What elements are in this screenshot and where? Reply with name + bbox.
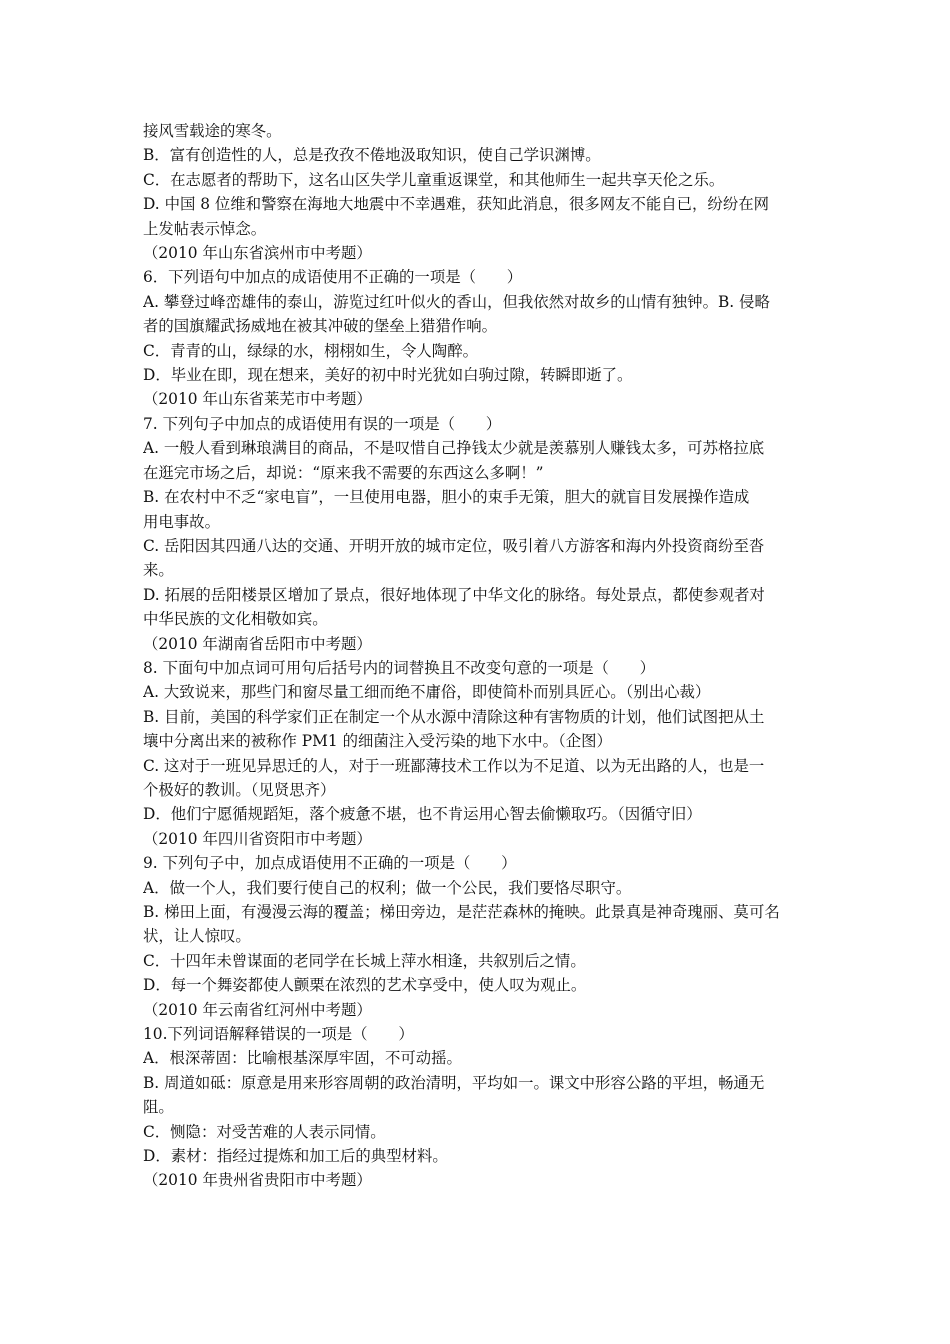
option-a-line: A. 攀登过峰峦雄伟的泰山，游览过红叶似火的香山，但我依然对故乡的山情有独钟。B. 侵略 xyxy=(143,292,770,311)
text-line: 用电事故。 xyxy=(143,512,220,531)
text-line: 来。 xyxy=(143,561,174,580)
text-line: 者的国旗耀武扬威地在被其冲破的堡垒上猎猎作响。 xyxy=(143,317,497,336)
option-c-line: C. 这对于一班见异思迁的人，对于一班鄙薄技术工作以为不足道、以为无出路的人，也是一 xyxy=(143,756,765,775)
option-c-line: C．十四年未曾谋面的老同学在长城上萍水相逢，共叙别后之情。 xyxy=(143,951,586,970)
source-note: （2010 年云南省红河州中考题） xyxy=(143,1000,372,1019)
option-b-line: B. 在农村中不乏“家电盲”，一旦使用电器，胆小的束手无策，胆大的就盲目发展操作造成 xyxy=(143,488,750,507)
question-8: 8. 下面句中加点词可用句后括号内的词替换且不改变句意的一项是（ ） xyxy=(143,658,656,677)
source-note: （2010 年湖南省岳阳市中考题） xyxy=(143,634,372,653)
option-c-line: C．恻隐：对受苦难的人表示同情。 xyxy=(143,1122,386,1141)
text-line: 上发帖表示悼念。 xyxy=(143,219,267,238)
text-line: 状，让人惊叹。 xyxy=(143,927,251,946)
text-line: 阻。 xyxy=(143,1098,174,1117)
source-note: （2010 年贵州省贵阳市中考题） xyxy=(143,1171,372,1190)
option-b-line: B. 梯田上面，有漫漫云海的覆盖；梯田旁边，是茫茫森林的掩映。此景真是神奇瑰丽、莫可名 xyxy=(143,903,780,921)
option-d-line: D．每一个舞姿都使人颤栗在浓烈的艺术享受中，使人叹为观止。 xyxy=(143,976,587,995)
source-note: （2010 年山东省莱芜市中考题） xyxy=(143,390,372,409)
option-d-line: D．素材：指经过提炼和加工后的典型材料。 xyxy=(143,1147,448,1166)
question-7: 7. 下列句子中加点的成语使用有误的一项是（ ） xyxy=(143,414,502,433)
source-note: （2010 年四川省资阳市中考题） xyxy=(143,829,372,848)
option-c-line: C．在志愿者的帮助下，这名山区失学儿童重返课堂，和其他师生一起共享天伦之乐。 xyxy=(143,170,725,189)
option-c-line: C. 岳阳因其四通八达的交通、开明开放的城市定位，吸引着八方游客和海内外投资商纷至沓 xyxy=(143,536,765,555)
question-10: 10.下列词语解释错误的一项是（ ） xyxy=(143,1025,414,1044)
option-a-line: A．做一个人，我们要行使自己的权利；做一个公民，我们要恪尽职守。 xyxy=(143,878,632,897)
option-b-line: B. 目前，美国的科学家们正在制定一个从水源中清除这种有害物质的计划，他们试图把从土 xyxy=(143,707,765,726)
option-d-line: D. 中国 8 位维和警察在海地大地震中不幸遇难，获知此消息，很多网友不能自已，纷纷在网 xyxy=(143,195,769,214)
text-line: 在逛完市场之后，却说：“原来我不需要的东西这么多啊！” xyxy=(143,463,544,482)
text-line: 接风雪载途的寒冬。 xyxy=(143,122,282,140)
option-a-line: A．根深蒂固：比喻根基深厚牢固，不可动摇。 xyxy=(143,1049,462,1068)
text-line: 壤中分离出来的被称作 PM1 的细菌注入受污染的地下水中。（企图） xyxy=(143,732,612,751)
document-body xyxy=(143,119,811,1193)
option-d-line: D．毕业在即，现在想来，美好的初中时光犹如白驹过隙，转瞬即逝了。 xyxy=(143,366,633,385)
option-b-line: B．富有创造性的人，总是孜孜不倦地汲取知识，使自己学识渊博。 xyxy=(143,146,601,165)
question-6: 6．下列语句中加点的成语使用不正确的一项是（ ） xyxy=(143,268,523,287)
option-d-line: D．他们宁愿循规蹈矩，落个疲惫不堪，也不肯运用心智去偷懒取巧。（因循守旧） xyxy=(143,805,702,824)
option-a-line: A. 大致说来，那些门和窗尽量工细而绝不庸俗，即使简朴而别具匠心。（别出心裁） xyxy=(143,683,711,702)
text-line: 中华民族的文化相敬如宾。 xyxy=(143,610,328,629)
option-c-line: C．青青的山，绿绿的水，栩栩如生，令人陶醉。 xyxy=(143,341,478,360)
source-note: （2010 年山东省滨州市中考题） xyxy=(143,244,372,263)
option-a-line: A. 一般人看到琳琅满目的商品，不是叹惜自己挣钱太少就是羡慕别人赚钱太多，可苏格拉底 xyxy=(143,439,765,458)
text-line: 个极好的教训。（见贤思齐） xyxy=(143,780,336,799)
question-9: 9. 下列句子中，加点成语使用不正确的一项是（ ） xyxy=(143,854,517,873)
option-d-line: D. 拓展的岳阳楼景区增加了景点，很好地体现了中华文化的脉络。每处景点，都使参观者对 xyxy=(143,585,765,604)
option-b-line: B. 周道如砥：原意是用来形容周朝的政治清明，平均如一。课文中形容公路的平坦，畅通无 xyxy=(143,1073,765,1092)
